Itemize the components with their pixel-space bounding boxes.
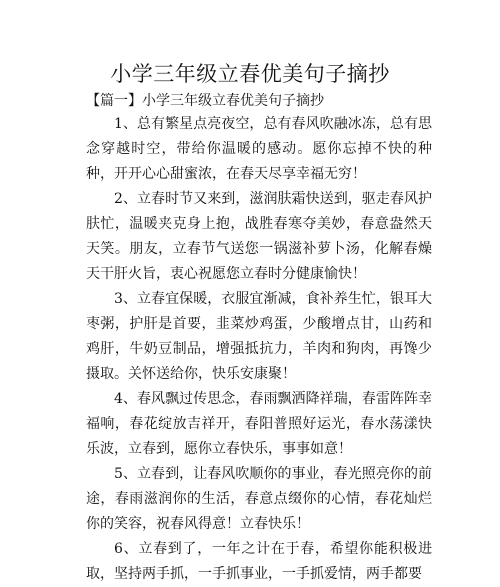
paragraph-1: 1、总有繁星点亮夜空，总有春风吹融冰冻，总有思念穿越时空，带给你温暖的感动。愿你忘掉不快的种种，开开心心甜蜜浓，在春天尽享幸福无穷！ xyxy=(86,116,432,182)
document-body xyxy=(86,112,432,587)
paragraph-6: 6、立春到了，一年之计在于春，希望你能积极进取，坚持两手抓，一手抓事业，一手抓爱情，两手都要 xyxy=(86,541,432,582)
paragraph-5: 5、立春到，让春风吹顺你的事业，春光照亮你的前途，春雨滋润你的生活，春意点缀你的心情，春花灿烂你的笑容，祝春风得意！立春快乐！ xyxy=(86,466,432,532)
paragraph-3: 3、立春宜保暖，衣服宜渐减，食补养生忙，银耳大枣粥，护肝是首要，韭菜炒鸡蛋，少酸增点甘，山药和鸡肝，牛奶豆制品，增强抵抗力，羊肉和狗肉，再馋少摄取。关怀送给你，快乐安康聚！ xyxy=(86,291,432,382)
paragraph-2: 2、立春时节又来到，滋润肤霜快送到，驱走春风护肤忙，温暖夹克身上抱，战胜春寒夺美妙，春意盎然天天笑。朋友，立春节气送您一锅滋补萝卜汤，化解春燥天干肝火旨，衷心祝愿您立春时分健康愉快！ xyxy=(86,191,432,282)
document-title: 小学三年级立春优美句子摘抄 xyxy=(110,62,390,86)
paragraph-4: 4、春风飘过传思念，春雨飘洒降祥瑞，春雷阵阵幸福响，春花绽放吉祥开，春阳普照好运光，春水荡漾快乐波，立春到，愿你立春快乐，事事如意！ xyxy=(86,391,432,457)
section-heading: 【篇一】小学三年级立春优美句子摘抄 xyxy=(86,93,324,109)
